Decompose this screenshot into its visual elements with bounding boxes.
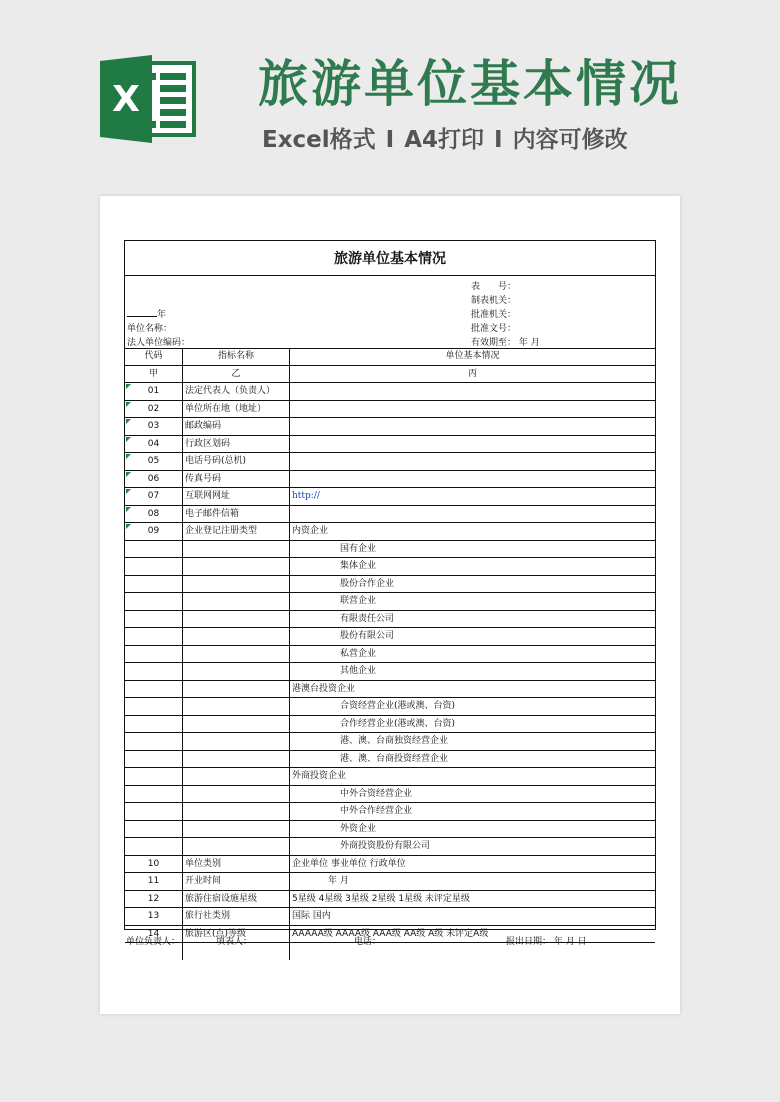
row-value-cell[interactable] bbox=[290, 751, 655, 768]
row-indicator-name bbox=[183, 576, 289, 593]
form-header bbox=[125, 275, 655, 349]
row-indicator-name bbox=[183, 698, 289, 715]
row-value-cell[interactable] bbox=[290, 733, 655, 750]
table-row bbox=[125, 733, 655, 751]
row-value-cell[interactable] bbox=[290, 628, 655, 645]
row-value: 外资企业 bbox=[340, 823, 377, 834]
row-code bbox=[125, 593, 182, 610]
table-row bbox=[125, 838, 655, 856]
row-value-cell[interactable] bbox=[290, 418, 655, 435]
table-row bbox=[125, 873, 655, 891]
table-row bbox=[125, 803, 655, 821]
row-code bbox=[125, 803, 182, 820]
row-indicator-name bbox=[183, 768, 289, 785]
row-indicator-name: 电话号码(总机) bbox=[185, 456, 247, 466]
legal-code-label: 法人单位编码： bbox=[127, 338, 191, 348]
row-value: 港、澳、台商投资经营企业 bbox=[340, 753, 449, 764]
row-value: 国有企业 bbox=[340, 543, 377, 554]
row-value: 港澳台投资企业 bbox=[292, 683, 356, 694]
row-value-cell[interactable] bbox=[290, 716, 655, 733]
row-indicator-name: 旅游住宿设施星级 bbox=[185, 893, 258, 904]
row-value: 联营企业 bbox=[340, 596, 377, 606]
table-row bbox=[125, 646, 655, 664]
row-code bbox=[125, 681, 182, 698]
row-code: 05 bbox=[147, 456, 160, 466]
row-code: 13 bbox=[147, 911, 160, 921]
table-number-label: 表 号： bbox=[471, 282, 517, 292]
column-divider bbox=[182, 348, 183, 960]
approval-number-label: 批准文号： bbox=[471, 324, 517, 334]
row-code: 07 bbox=[147, 491, 160, 501]
table-row bbox=[125, 506, 655, 524]
row-code: 06 bbox=[147, 473, 160, 484]
table-row bbox=[125, 751, 655, 769]
row-value-cell[interactable] bbox=[290, 488, 655, 505]
row-code bbox=[125, 558, 182, 575]
row-value-cell[interactable] bbox=[290, 506, 655, 523]
table-row bbox=[125, 891, 655, 909]
col-code-b: 乙 bbox=[231, 368, 241, 379]
year-suffix: 年 bbox=[157, 310, 167, 320]
report-date-label: 报出日期： 年 月 日 bbox=[506, 937, 587, 947]
row-code bbox=[125, 576, 182, 593]
row-value-cell[interactable] bbox=[290, 698, 655, 715]
table-row bbox=[125, 488, 655, 506]
row-code bbox=[125, 751, 182, 768]
row-indicator-name bbox=[183, 593, 289, 610]
document-page bbox=[100, 196, 680, 1014]
form-title: 旅游单位基本情况 bbox=[125, 241, 655, 276]
row-code bbox=[125, 821, 182, 838]
table-row bbox=[125, 663, 655, 681]
row-value: 私营企业 bbox=[340, 648, 377, 659]
subtitle-separator: I bbox=[385, 127, 395, 153]
approver-label: 批准机关： bbox=[471, 310, 517, 320]
row-value: 港、澳、台商独资经营企业 bbox=[340, 736, 449, 746]
row-value-cell[interactable] bbox=[290, 576, 655, 593]
table-row bbox=[125, 576, 655, 594]
row-indicator-name bbox=[183, 558, 289, 575]
row-value-cell[interactable] bbox=[290, 786, 655, 803]
subtitle-separator: I bbox=[494, 127, 503, 153]
row-value: 企业单位 事业单位 行政单位 bbox=[292, 858, 406, 869]
issuer-label: 制表机关： bbox=[471, 296, 517, 306]
row-value: 年 月 bbox=[328, 876, 349, 886]
table-row bbox=[125, 716, 655, 734]
row-value-cell[interactable] bbox=[290, 646, 655, 663]
row-value: 有限责任公司 bbox=[340, 613, 395, 624]
row-indicator-name: 旅行社类别 bbox=[185, 911, 231, 921]
subtitle-print: A4打印 bbox=[404, 127, 485, 153]
row-code: 02 bbox=[147, 403, 160, 414]
row-value: 合资经营企业(港或澳、台资) bbox=[340, 701, 456, 711]
row-code bbox=[125, 786, 182, 803]
responsible-label: 单位负责人： bbox=[126, 937, 181, 947]
logo-letter: X bbox=[112, 79, 140, 120]
row-code bbox=[125, 716, 182, 733]
row-value-cell[interactable] bbox=[290, 856, 655, 873]
row-code: 09 bbox=[147, 526, 160, 536]
year-underline bbox=[127, 308, 157, 317]
website-link[interactable]: http:// bbox=[292, 491, 320, 501]
row-indicator-name: 企业登记注册类型 bbox=[185, 526, 258, 536]
col-header-indicator: 指标名称 bbox=[217, 351, 254, 361]
table-row bbox=[125, 698, 655, 716]
row-indicator-name: 单位类别 bbox=[185, 858, 222, 869]
row-value: 外商投资企业 bbox=[292, 771, 347, 781]
table-row bbox=[125, 383, 655, 401]
row-code bbox=[125, 611, 182, 628]
row-code bbox=[125, 663, 182, 680]
table-row bbox=[125, 611, 655, 629]
row-indicator-name: 旅游区(点)等级 bbox=[185, 928, 247, 939]
table-subheader-row bbox=[125, 366, 655, 384]
table-row bbox=[125, 786, 655, 804]
row-indicator-name: 传真号码 bbox=[185, 473, 222, 484]
banner-subtitle bbox=[262, 120, 628, 160]
row-value: 中外合作经营企业 bbox=[340, 806, 413, 816]
row-code: 10 bbox=[147, 858, 160, 869]
table-row bbox=[125, 558, 655, 576]
table-row bbox=[125, 908, 655, 926]
table-row bbox=[125, 593, 655, 611]
row-value: 其他企业 bbox=[340, 666, 377, 676]
row-indicator-name bbox=[183, 821, 289, 838]
row-value-cell[interactable] bbox=[290, 453, 655, 470]
indicator-table bbox=[125, 348, 655, 960]
row-indicator-name: 开业时间 bbox=[185, 876, 222, 886]
row-value-cell[interactable] bbox=[290, 768, 655, 785]
row-value-cell[interactable] bbox=[290, 436, 655, 453]
banner-title: 旅游单位基本情况 bbox=[258, 55, 682, 113]
row-value: 股份合作企业 bbox=[340, 578, 395, 589]
table-row bbox=[125, 523, 655, 541]
row-code: 14 bbox=[147, 928, 160, 939]
row-value-cell[interactable] bbox=[290, 401, 655, 418]
row-value: 合作经营企业(港或澳、台资) bbox=[340, 718, 456, 729]
row-code: 12 bbox=[147, 893, 160, 904]
table-row bbox=[125, 681, 655, 699]
table-row bbox=[125, 418, 655, 436]
row-value: 5星级 4星级 3星级 2星级 1星级 未评定星级 bbox=[292, 893, 470, 904]
column-divider bbox=[289, 348, 290, 960]
excel-icon bbox=[100, 55, 198, 143]
col-code-c: 丙 bbox=[467, 368, 477, 379]
row-code bbox=[125, 541, 182, 558]
row-indicator-name: 行政区划码 bbox=[185, 438, 231, 449]
table-row bbox=[125, 768, 655, 786]
valid-until-label: 有效期至： 年 月 bbox=[471, 338, 540, 348]
row-value: 股份有限公司 bbox=[340, 631, 395, 641]
row-value-cell[interactable] bbox=[290, 611, 655, 628]
phone-label: 电话： bbox=[354, 937, 382, 947]
row-value: 国际 国内 bbox=[292, 911, 331, 921]
row-indicator-name bbox=[183, 663, 289, 680]
table-row bbox=[125, 821, 655, 839]
row-value-cell[interactable] bbox=[290, 681, 655, 698]
year-field[interactable] bbox=[127, 307, 166, 320]
row-indicator-name: 互联网网址 bbox=[185, 491, 231, 501]
table-row bbox=[125, 856, 655, 874]
row-indicator-name bbox=[183, 628, 289, 645]
table-row bbox=[125, 471, 655, 489]
row-indicator-name: 邮政编码 bbox=[185, 421, 222, 431]
row-value-cell[interactable] bbox=[290, 523, 655, 540]
row-value-cell[interactable] bbox=[290, 383, 655, 400]
table-row bbox=[125, 541, 655, 559]
row-indicator-name: 法定代表人（负责人） bbox=[185, 386, 276, 396]
survey-form bbox=[124, 240, 656, 939]
row-value: 内资企业 bbox=[292, 526, 329, 536]
row-indicator-name bbox=[183, 541, 289, 558]
row-value: 外商投资股份有限公司 bbox=[340, 841, 431, 851]
row-value-cell[interactable] bbox=[290, 593, 655, 610]
row-value-cell[interactable] bbox=[290, 821, 655, 838]
filler-label: 填表人： bbox=[216, 937, 253, 947]
table-row bbox=[125, 436, 655, 454]
row-code bbox=[125, 698, 182, 715]
col-code-a: 甲 bbox=[148, 368, 158, 379]
col-header-code: 代码 bbox=[144, 351, 163, 361]
row-value-cell[interactable] bbox=[290, 803, 655, 820]
table-row bbox=[125, 453, 655, 471]
row-indicator-name bbox=[183, 751, 289, 768]
subtitle-editable: 内容可修改 bbox=[512, 127, 628, 153]
row-value: 中外合资经营企业 bbox=[340, 788, 413, 799]
row-code: 11 bbox=[147, 876, 160, 886]
row-code: 03 bbox=[147, 421, 160, 431]
row-indicator-name bbox=[183, 786, 289, 803]
row-value-cell[interactable] bbox=[290, 908, 655, 925]
row-indicator-name bbox=[183, 803, 289, 820]
row-code: 08 bbox=[147, 508, 160, 519]
row-code bbox=[125, 646, 182, 663]
col-header-info: 单位基本情况 bbox=[445, 351, 500, 361]
row-value-cell[interactable] bbox=[290, 873, 655, 890]
row-value: AAAAA级 AAAA级 AAA级 AA级 A级 未评定A级 bbox=[292, 928, 489, 939]
row-indicator-name bbox=[183, 716, 289, 733]
row-value-cell[interactable] bbox=[290, 891, 655, 908]
row-indicator-name: 电子邮件信箱 bbox=[185, 508, 240, 519]
form-footer bbox=[124, 934, 656, 948]
row-code: 04 bbox=[147, 438, 160, 449]
subtitle-format: Excel格式 bbox=[262, 127, 376, 153]
table-row bbox=[125, 401, 655, 419]
unit-name-label: 单位名称： bbox=[127, 324, 173, 334]
row-indicator-name bbox=[183, 611, 289, 628]
row-value-cell[interactable] bbox=[290, 471, 655, 488]
row-code bbox=[125, 768, 182, 785]
row-value-cell[interactable] bbox=[290, 541, 655, 558]
row-indicator-name bbox=[183, 681, 289, 698]
row-indicator-name bbox=[183, 733, 289, 750]
row-code bbox=[125, 838, 182, 855]
row-value-cell[interactable] bbox=[290, 838, 655, 855]
row-value-cell[interactable] bbox=[290, 558, 655, 575]
table-row bbox=[125, 628, 655, 646]
row-code bbox=[125, 628, 182, 645]
row-indicator-name: 单位所在地（地址） bbox=[185, 403, 267, 414]
row-code: 01 bbox=[147, 386, 160, 396]
row-value-cell[interactable] bbox=[290, 663, 655, 680]
row-value: 集体企业 bbox=[340, 561, 377, 571]
row-indicator-name bbox=[183, 838, 289, 855]
row-indicator-name bbox=[183, 646, 289, 663]
table-header-row bbox=[125, 348, 655, 366]
row-code bbox=[125, 733, 182, 750]
